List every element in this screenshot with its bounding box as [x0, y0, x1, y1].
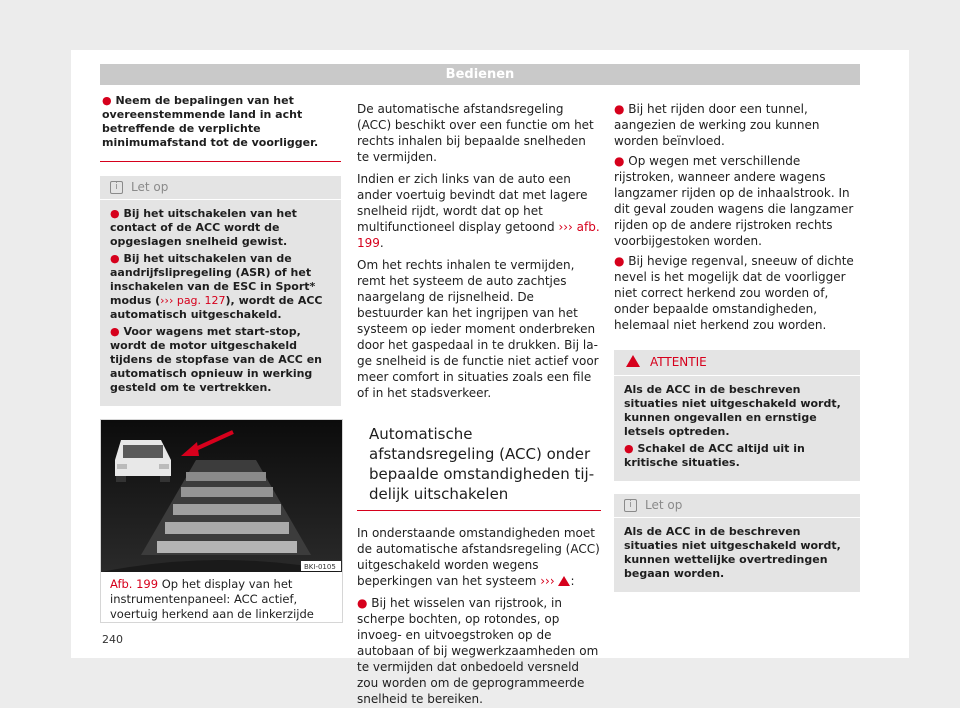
- column-middle: [357, 101, 601, 707]
- list-item: ● Bij hevige regenval, sneeuw of dichte nevel is het mogelijk dat de voorligger niet correct herkend zou worden of, onder bepaalde omstandigheden, helemaal niet herkend zou worden.: [614, 254, 854, 332]
- note-item: ● Voor wagens met start-stop, wordt de motor uitgeschakeld tijdens de stopfase van de ACC en automatisch opnieuw in werking gesteld om te vertrekken.: [110, 325, 322, 394]
- note-header: i Let op: [100, 176, 341, 200]
- paragraph: In onderstaande omstandigheden moet de automatische afstandsregeling (ACC) uitgeschakeld worden wegens beperkingen van het systeem ››› :: [357, 526, 600, 588]
- list-item: ● Bij het wisselen van rijstrook, in scherpe bochten, op rotondes, op invoeg- en uitvoegstroken op de autobaan of bij wegwerkzaamheden om te vermijden dat onbedoeld versneld zou worden om de geprogrammeerde snelheid te bereiken.: [357, 596, 599, 706]
- info-icon: i: [110, 181, 123, 194]
- section-heading: Automatische afstandsregeling (ACC) onder bepaalde omstandigheden tijdelijk uitschakelen: [369, 425, 595, 503]
- note-header: i Let op: [614, 494, 860, 518]
- paragraph: De automatische afstandsregeling (ACC) beschikt over een functie om het rechts inhalen bij bepaalde snelheden te vermijden.: [357, 102, 594, 164]
- list-item: ● Bij het rijden door een tunnel, aangezien de werking zou kunnen worden beïnvloed.: [614, 102, 820, 148]
- divider: [100, 161, 341, 162]
- figure: [100, 419, 343, 623]
- note-box: [614, 494, 860, 592]
- note-item: ● Bij het uitschakelen van de aandrijfslipregeling (ASR) of het inschakelen van de ESC in Sport* modus (››› pag. 127), wordt de ACC automatisch uitgeschakeld.: [110, 252, 323, 321]
- figure-code: BKI-0105: [304, 563, 336, 571]
- warning-icon: [626, 355, 640, 367]
- car-icon: [115, 440, 171, 482]
- figure-link[interactable]: ››› afb. 199: [357, 220, 600, 250]
- figure-image: [101, 420, 342, 572]
- list-item: ● Op wegen met verschillende rijstroken, wanneer andere wagens langzamer rijden op de inhaalstrook. In dit geval zouden wagens die langzamer rijden op de andere rijstroken rechts voorbijgestoken worden.: [614, 154, 854, 248]
- heading-rule: [357, 510, 601, 511]
- warning-icon: [558, 576, 570, 586]
- dashboard-display-illustration: [101, 420, 342, 572]
- warning-link[interactable]: ›››: [540, 574, 555, 588]
- warning-box: [614, 350, 860, 481]
- info-icon: i: [624, 499, 637, 512]
- note-item: ● Bij het uitschakelen van het contact of de ACC wordt de opgeslagen snelheid gewist.: [110, 207, 297, 248]
- note-body: Als de ACC in de beschreven situaties niet uitgeschakeld wordt, kunnen wettelijke overtredingen begaan worden.: [624, 525, 841, 580]
- paragraph: Indien er zich links van de auto een ander voertuig bevindt dat met lagere snelheid rijdt, wordt dat op het multifunctioneel display getoond ››› afb. 199.: [357, 172, 600, 250]
- page-number: 240: [102, 633, 123, 646]
- column-right: [614, 101, 860, 592]
- note-box: [100, 176, 341, 406]
- page-link[interactable]: ››› pag. 127: [160, 294, 226, 307]
- warning-body: Als de ACC in de beschreven situaties niet uitgeschakeld wordt, kunnen ongevallen en ernstige letsels optreden. ● Schakel de ACC altijd uit in kritische situaties.: [614, 376, 860, 481]
- paragraph: Om het rechts inhalen te vermijden, remt het systeem de auto zachtjes naargelang de rijsnelheid. De bestuurder kan het ingrijpen van het systeem op ieder moment onderbreken door het gaspedaal in te drukken. Bij lage snelheid is de functie niet actief voor meer comfort in situaties zoals een file of in het stadsverkeer.: [357, 258, 599, 400]
- warning-continuation: ● Neem de bepalingen van het overeenstemmende land in acht betreffende de verplichte minimumafstand tot de voorligger.: [102, 94, 319, 149]
- figure-caption: Afb. 199 Op het display van het instrumentenpaneel: ACC actief, voertuig herkend aan de linkerzijde: [110, 577, 314, 621]
- section-header: Bedienen: [100, 64, 860, 85]
- note-body: [100, 200, 341, 406]
- bullet-icon: ●: [102, 94, 112, 107]
- warning-header: ATTENTIE: [614, 350, 860, 376]
- figure-label: Afb. 199: [110, 577, 159, 591]
